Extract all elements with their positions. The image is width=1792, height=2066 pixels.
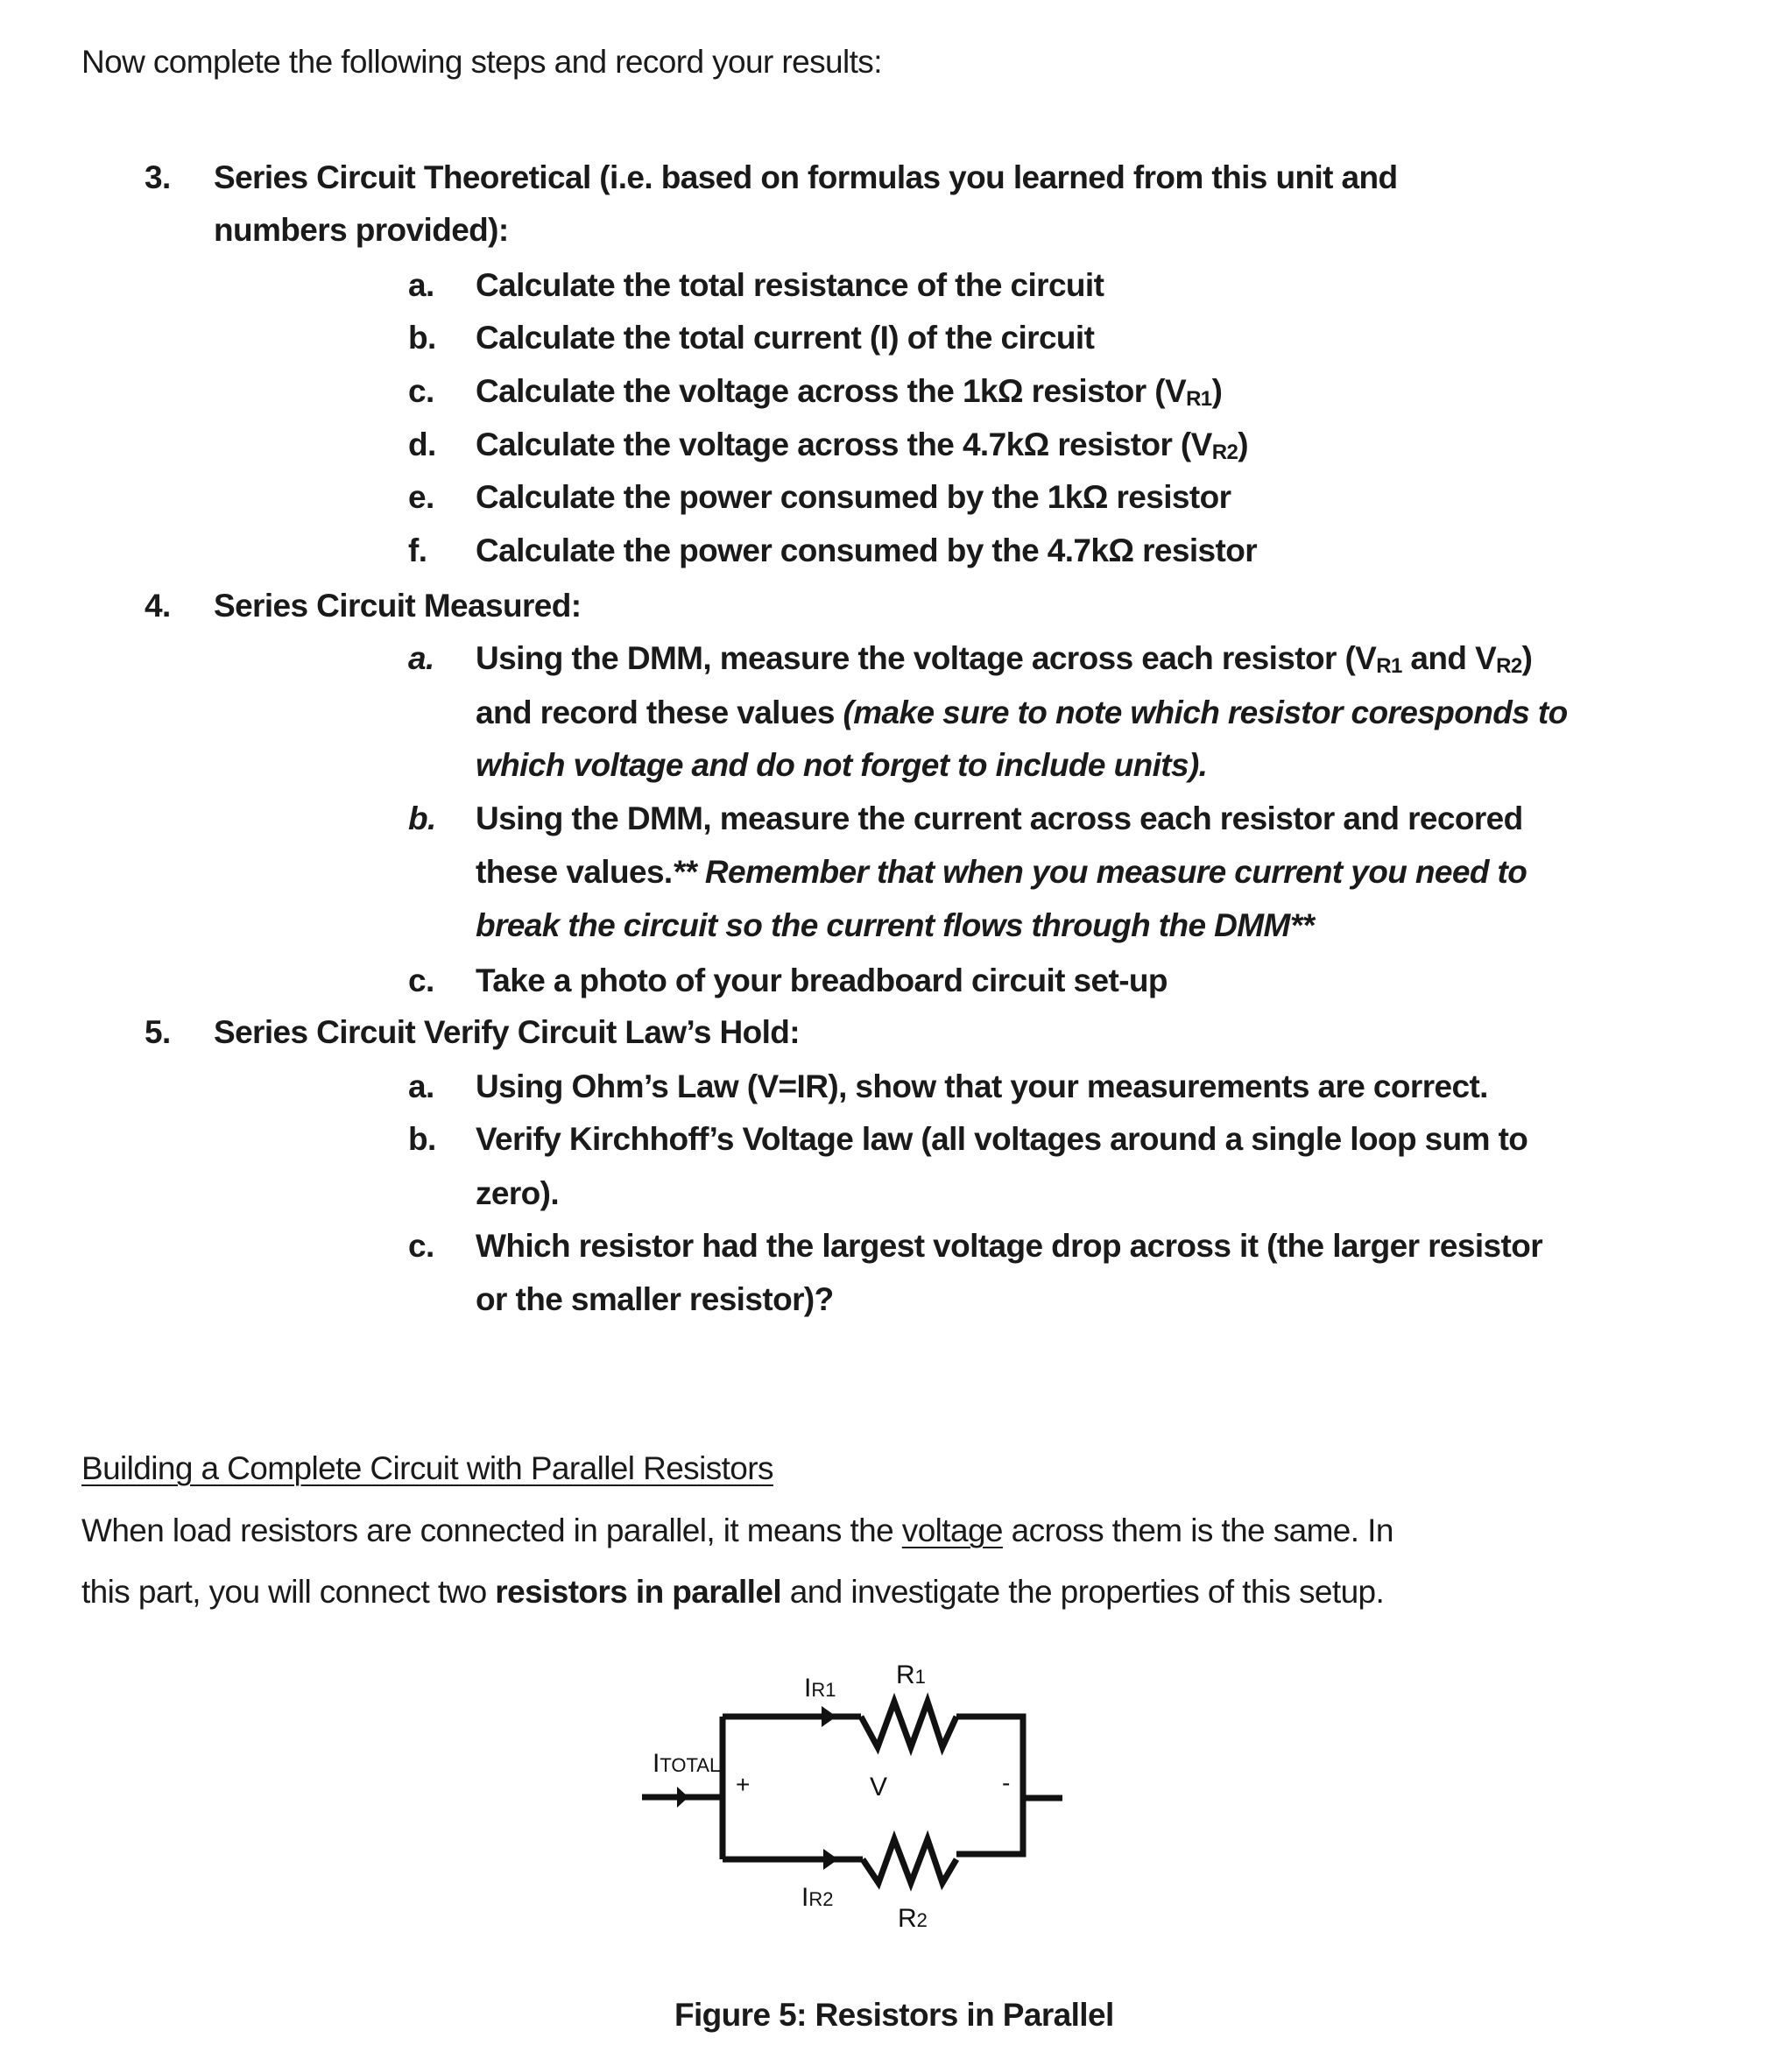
arrow-r1-icon bbox=[822, 1706, 836, 1727]
list-item-cont: break the circuit so the current flows through the DMM** bbox=[476, 907, 1315, 943]
arrow-total-icon bbox=[677, 1787, 688, 1808]
step-5-title: 5. Series Circuit Verify Circuit Law’s Hold: bbox=[145, 1014, 801, 1050]
figure-caption: Figure 5: Resistors in Parallel bbox=[674, 1997, 1114, 2033]
current-arrows bbox=[677, 1706, 838, 1870]
list-item-cont: and record these values (make sure to note which resistor coresponds to bbox=[476, 695, 1568, 730]
label-plus: + bbox=[736, 1771, 751, 1798]
label-i-total: ITOTAL bbox=[653, 1749, 721, 1778]
label-minus: - bbox=[1002, 1769, 1011, 1796]
resistor-r2 bbox=[863, 1839, 956, 1883]
arrow-r2-icon bbox=[823, 1849, 838, 1870]
intro-text: Now complete the following steps and record your results: bbox=[81, 44, 882, 80]
list-item: f. Calculate the power consumed by the 4.7kΩ resistor bbox=[408, 532, 1258, 568]
list-item: b. Calculate the total current (I) of the circuit bbox=[408, 320, 1095, 356]
list-item: c. Take a photo of your breadboard circuit set-up bbox=[408, 962, 1168, 998]
step-4-title: 4. Series Circuit Measured: bbox=[145, 588, 582, 624]
list-item: b. Verify Kirchhoff’s Voltage law (all voltages around a single loop sum to bbox=[408, 1121, 1528, 1157]
list-item: b. Using the DMM, measure the current across each resistor and recored bbox=[408, 800, 1523, 836]
circuit-wires bbox=[642, 1702, 1062, 1883]
list-item-cont: or the smaller resistor)? bbox=[476, 1281, 834, 1317]
paragraph-line: When load resistors are connected in parallel, it means the voltage across them is the same. In bbox=[81, 1512, 1393, 1548]
step-3-title-cont: numbers provided): bbox=[214, 212, 509, 248]
label-v: V bbox=[870, 1773, 888, 1802]
label-r2: R2 bbox=[898, 1904, 928, 1933]
step-title: Series Circuit Theoretical (i.e. based on formulas you learned from this unit and bbox=[214, 159, 1398, 195]
list-item-cont: which voltage and do not forget to include units). bbox=[476, 747, 1208, 783]
list-item: c. Which resistor had the largest voltage drop across it (the larger resistor bbox=[408, 1228, 1543, 1264]
list-item: c. Calculate the voltage across the 1kΩ resistor $(V_{R1})$ bbox=[408, 373, 1223, 411]
section-heading: Building a Complete Circuit with Parallel Resistors bbox=[81, 1450, 773, 1486]
step-number: 3. bbox=[145, 159, 171, 195]
paragraph-line: this part, you will connect two resistors in parallel and investigate the properties of this setup. bbox=[81, 1574, 1385, 1610]
list-item: a. Using the DMM, measure the voltage across each resistor ($V_{R1}$ and $V_{R2}$) bbox=[408, 640, 1533, 678]
label-i-r1: IR1 bbox=[804, 1674, 836, 1703]
label-r1: R1 bbox=[896, 1661, 926, 1689]
list-item: e. Calculate the power consumed by the 1kΩ resistor bbox=[408, 479, 1231, 515]
list-item: d. Calculate the voltage across the 4.7kΩ resistor $(V_{R2})$ bbox=[408, 427, 1248, 464]
list-item-cont: zero). bbox=[476, 1175, 560, 1211]
label-i-r2: IR2 bbox=[801, 1883, 834, 1912]
list-item-cont: these values.** Remember that when you measure current you need to bbox=[476, 854, 1527, 890]
list-item: a. Using Ohm’s Law (V=IR), show that your measurements are correct. bbox=[408, 1068, 1488, 1104]
resistor-r1 bbox=[861, 1702, 956, 1747]
list-item: a. Calculate the total resistance of the circuit bbox=[408, 267, 1104, 303]
